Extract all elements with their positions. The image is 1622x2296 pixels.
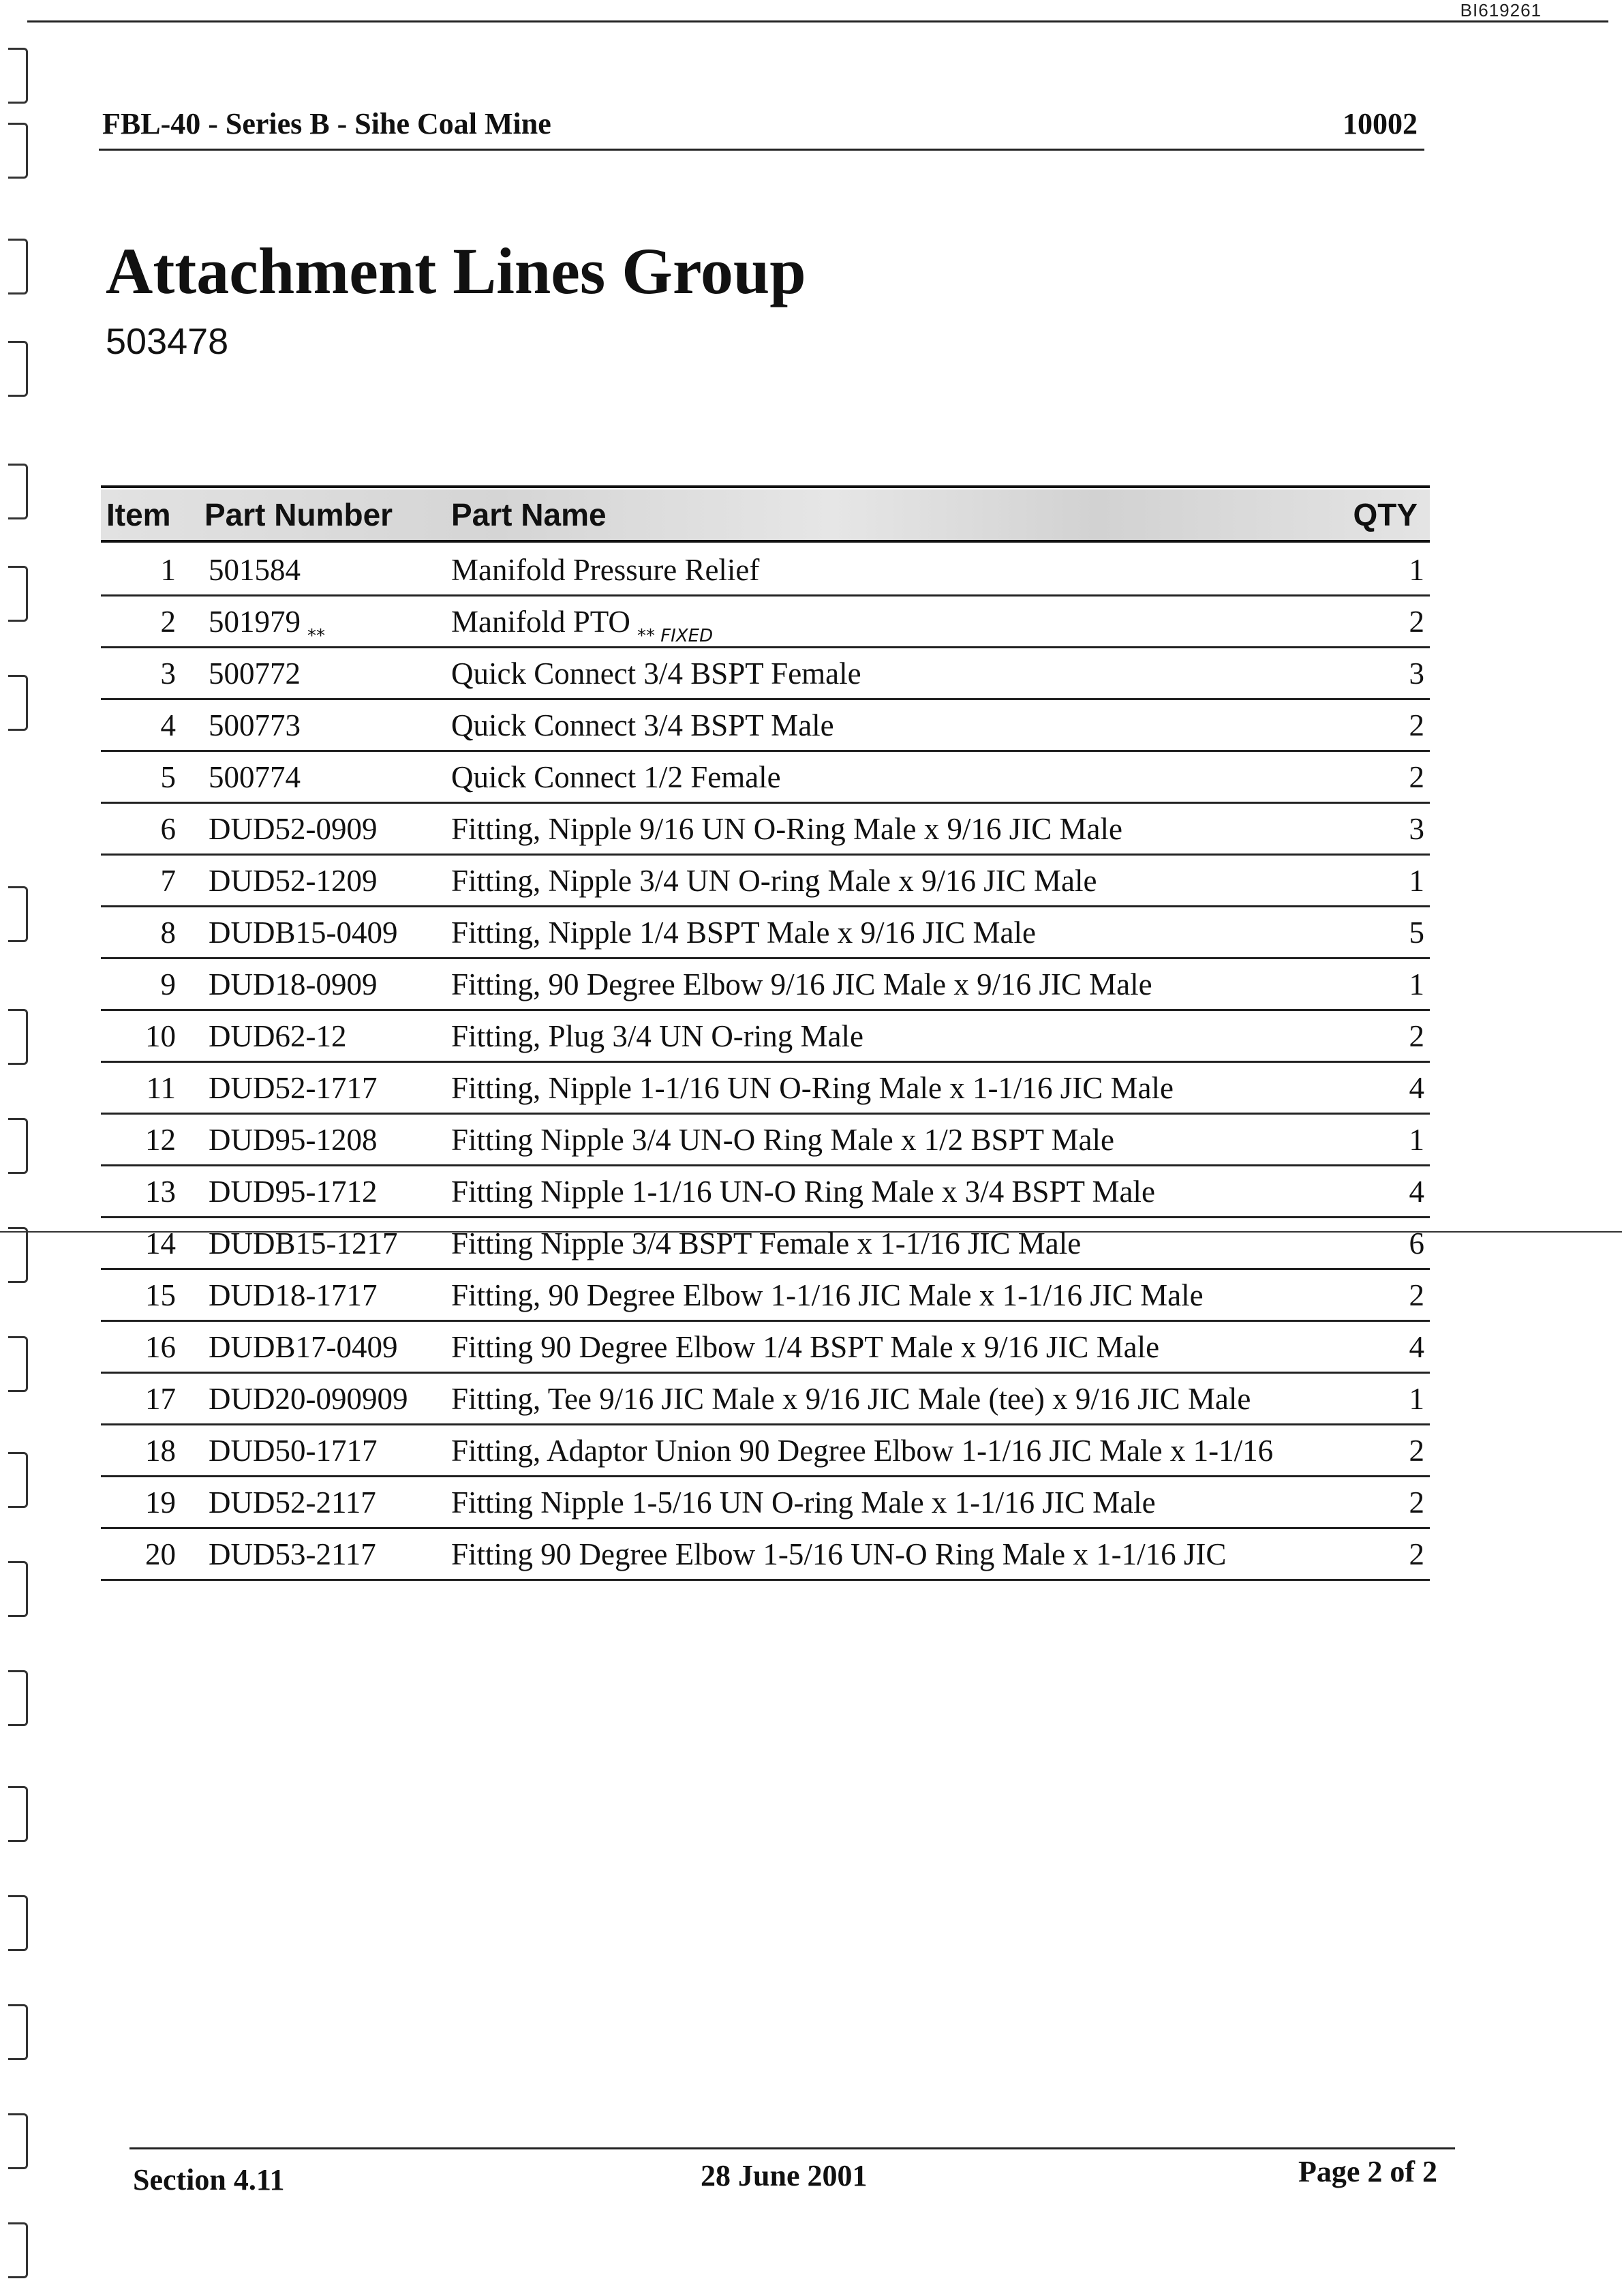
cell-part-name bbox=[451, 967, 1152, 1002]
cell-item-text: 9 bbox=[160, 967, 176, 1001]
cell-qty bbox=[1409, 1537, 1425, 1572]
cell-part-name bbox=[451, 656, 861, 691]
cell-item bbox=[101, 1226, 176, 1261]
table-row bbox=[101, 1216, 1430, 1270]
table-row bbox=[101, 1113, 1430, 1166]
cell-item-text: 18 bbox=[145, 1434, 176, 1468]
cell-part-name-text: Quick Connect 3/4 BSPT Male bbox=[451, 708, 834, 742]
cell-qty-text: 2 bbox=[1409, 1278, 1424, 1312]
cell-item bbox=[101, 915, 176, 950]
cell-qty bbox=[1409, 915, 1425, 950]
cell-part-name-text: Fitting Nipple 3/4 BSPT Female x 1-1/16 JIC Male bbox=[451, 1226, 1082, 1260]
cell-part-name-text: Fitting, 90 Degree Elbow 1-1/16 JIC Male x 1-1/16 JIC Male bbox=[451, 1278, 1204, 1312]
cell-part-number bbox=[209, 1433, 377, 1468]
cell-part-name-text: Fitting Nipple 1-5/16 UN O-ring Male x 1-1/16 JIC Male bbox=[451, 1485, 1156, 1520]
cell-part-number bbox=[209, 708, 301, 743]
cell-item bbox=[101, 708, 176, 743]
cell-part-name bbox=[451, 1018, 863, 1054]
cell-qty bbox=[1409, 1278, 1425, 1313]
table-row bbox=[101, 1372, 1430, 1425]
cell-part-number bbox=[209, 1122, 377, 1158]
cell-part-name bbox=[451, 552, 759, 588]
cell-part-name bbox=[451, 1278, 1204, 1313]
cell-qty bbox=[1409, 604, 1425, 639]
cell-part-number bbox=[209, 1278, 377, 1313]
handwritten-note: ** FIXED bbox=[637, 626, 714, 646]
cell-part-name-text: Manifold Pressure Relief bbox=[451, 553, 760, 587]
cell-part-number bbox=[209, 1329, 398, 1365]
page-title: Attachment Lines Group bbox=[106, 235, 806, 307]
table-row bbox=[101, 1268, 1430, 1322]
cell-item bbox=[101, 759, 176, 795]
footer-rule bbox=[129, 2147, 1455, 2149]
column-header-part-number: Part Number bbox=[204, 497, 393, 532]
cell-part-name bbox=[451, 1381, 1251, 1417]
cell-part-name-text: Fitting, Nipple 3/4 UN O-ring Male x 9/16 JIC Male bbox=[451, 864, 1097, 898]
cell-part-number-text: DUD20-090909 bbox=[209, 1382, 408, 1416]
cell-qty bbox=[1409, 863, 1425, 898]
cell-qty-text: 4 bbox=[1409, 1330, 1424, 1364]
table-row bbox=[101, 1009, 1430, 1063]
cell-item bbox=[101, 967, 176, 1002]
table-row bbox=[101, 802, 1430, 856]
cell-item bbox=[101, 1018, 176, 1054]
cell-part-number bbox=[209, 1226, 398, 1261]
cell-part-number-text: DUD18-1717 bbox=[209, 1278, 378, 1312]
binder-ring bbox=[8, 886, 28, 942]
cell-part-name bbox=[451, 1433, 1273, 1468]
table-row bbox=[101, 1320, 1430, 1374]
cell-part-name-text: Quick Connect 1/2 Female bbox=[451, 760, 781, 794]
cell-item bbox=[101, 604, 176, 639]
cell-part-number-text: DUD52-0909 bbox=[209, 812, 378, 846]
table-row bbox=[101, 905, 1430, 959]
table-row bbox=[101, 1475, 1430, 1529]
cell-qty-text: 6 bbox=[1409, 1226, 1424, 1260]
cell-part-number-text: DUD95-1208 bbox=[209, 1123, 378, 1157]
cell-qty-text: 2 bbox=[1409, 1485, 1424, 1520]
cell-item bbox=[101, 1329, 176, 1365]
footer-page-number: Page 2 of 2 bbox=[1298, 2155, 1438, 2188]
cell-part-number-text: DUD52-2117 bbox=[209, 1485, 376, 1520]
cell-item bbox=[101, 1278, 176, 1313]
binder-ring bbox=[8, 464, 28, 519]
footer-date: 28 June 2001 bbox=[701, 2159, 868, 2192]
cell-item bbox=[101, 656, 176, 691]
cell-part-name bbox=[451, 1537, 1226, 1572]
cell-part-number bbox=[209, 759, 301, 795]
cell-qty-text: 2 bbox=[1409, 1019, 1424, 1053]
cell-part-name-text: Fitting, Tee 9/16 JIC Male x 9/16 JIC Male (tee) x 9/16 JIC Male bbox=[451, 1382, 1251, 1416]
cell-part-number-text: 500772 bbox=[209, 656, 301, 691]
cell-item bbox=[101, 1537, 176, 1572]
cell-item-text: 15 bbox=[145, 1278, 176, 1312]
table-row bbox=[101, 957, 1430, 1011]
cell-item-text: 17 bbox=[145, 1382, 176, 1416]
cell-part-name bbox=[451, 708, 834, 743]
cell-qty-text: 2 bbox=[1409, 760, 1424, 794]
header-title: FBL-40 - Series B - Sihe Coal Mine bbox=[102, 107, 551, 140]
cell-part-name bbox=[451, 1070, 1174, 1106]
cell-part-name-text: Fitting, Adaptor Union 90 Degree Elbow 1-1/16 JIC Male x 1-1/16 bbox=[451, 1434, 1274, 1468]
cell-part-name-text: Fitting 90 Degree Elbow 1/4 BSPT Male x 9/16 JIC Male bbox=[451, 1330, 1160, 1364]
cell-part-number-text: 501584 bbox=[209, 553, 301, 587]
binder-ring bbox=[8, 566, 28, 622]
cell-qty-text: 1 bbox=[1409, 1382, 1424, 1416]
cell-item-text: 4 bbox=[160, 708, 176, 742]
cell-qty bbox=[1409, 811, 1425, 847]
table-row bbox=[101, 1423, 1430, 1477]
top-rule bbox=[27, 20, 1608, 22]
binder-ring bbox=[8, 1561, 28, 1617]
cell-item bbox=[101, 1381, 176, 1417]
cell-qty bbox=[1409, 1226, 1425, 1261]
cell-part-number-text: DUDB15-1217 bbox=[209, 1226, 398, 1260]
cell-part-number-text: DUD52-1717 bbox=[209, 1071, 378, 1105]
footer-section: Section 4.11 bbox=[133, 2163, 285, 2196]
cell-part-number bbox=[209, 967, 377, 1002]
cell-qty bbox=[1409, 1485, 1425, 1520]
binder-ring bbox=[8, 1786, 28, 1842]
binder-ring bbox=[8, 2004, 28, 2060]
cell-item bbox=[101, 552, 176, 588]
cell-qty bbox=[1409, 967, 1425, 1002]
binder-ring bbox=[8, 2222, 28, 2278]
cell-qty-text: 1 bbox=[1409, 553, 1424, 587]
cell-part-number-text: DUD53-2117 bbox=[209, 1537, 376, 1571]
cell-part-name bbox=[451, 759, 781, 795]
cell-qty-text: 1 bbox=[1409, 1123, 1424, 1157]
table-row bbox=[101, 1164, 1430, 1218]
cell-part-number bbox=[209, 811, 377, 847]
binder-ring bbox=[8, 48, 28, 104]
cell-part-number-text: DUD52-1209 bbox=[209, 864, 378, 898]
table-row bbox=[101, 750, 1430, 804]
binder-ring bbox=[8, 675, 28, 731]
binder-ring bbox=[8, 1895, 28, 1951]
cell-part-name-text: Quick Connect 3/4 BSPT Female bbox=[451, 656, 861, 691]
cell-part-name bbox=[451, 1174, 1155, 1209]
cell-item bbox=[101, 1070, 176, 1106]
binder-ring bbox=[8, 1227, 28, 1283]
cell-part-number-text: DUD62-12 bbox=[209, 1019, 347, 1053]
table-row bbox=[101, 1061, 1430, 1115]
table-row bbox=[101, 594, 1430, 648]
cell-item-text: 7 bbox=[160, 864, 176, 898]
cell-item-text: 8 bbox=[160, 916, 176, 950]
header-doc-number: 10002 bbox=[1343, 107, 1418, 140]
cell-qty-text: 1 bbox=[1409, 864, 1424, 898]
cell-qty-text: 4 bbox=[1409, 1071, 1424, 1105]
cell-part-number bbox=[209, 1381, 408, 1417]
cell-qty-text: 1 bbox=[1409, 967, 1424, 1001]
cell-item-text: 10 bbox=[145, 1019, 176, 1053]
cell-qty-text: 5 bbox=[1409, 916, 1424, 950]
cell-part-number bbox=[209, 1485, 376, 1520]
cell-item-text: 14 bbox=[145, 1226, 176, 1260]
cell-item bbox=[101, 1122, 176, 1158]
cell-item bbox=[101, 1433, 176, 1468]
column-header-item: Item bbox=[106, 497, 171, 532]
cell-part-number bbox=[209, 915, 398, 950]
document-id: BI619261 bbox=[1460, 0, 1542, 20]
cell-part-name bbox=[451, 1122, 1114, 1158]
cell-part-number-text: DUD50-1717 bbox=[209, 1434, 378, 1468]
cell-item bbox=[101, 811, 176, 847]
table-top-rule bbox=[101, 485, 1430, 488]
cell-part-name bbox=[451, 604, 714, 646]
cell-qty bbox=[1409, 708, 1425, 743]
cell-part-name-text: Fitting Nipple 1-1/16 UN-O Ring Male x 3/4 BSPT Male bbox=[451, 1175, 1155, 1209]
cell-part-number bbox=[209, 552, 301, 588]
cell-item bbox=[101, 1485, 176, 1520]
cell-part-number-text: 500773 bbox=[209, 708, 301, 742]
cell-qty-text: 4 bbox=[1409, 1175, 1424, 1209]
table-row bbox=[101, 854, 1430, 907]
cell-part-name-text: Fitting, Plug 3/4 UN O-ring Male bbox=[451, 1019, 863, 1053]
cell-item-text: 20 bbox=[145, 1537, 176, 1571]
column-header-qty: QTY bbox=[1353, 497, 1418, 532]
cell-qty-text: 2 bbox=[1409, 708, 1424, 742]
cell-part-number bbox=[209, 1537, 376, 1572]
cell-part-name-text: Fitting Nipple 3/4 UN-O Ring Male x 1/2 BSPT Male bbox=[451, 1123, 1114, 1157]
table-row bbox=[101, 543, 1430, 596]
cell-part-number-text: 500774 bbox=[209, 760, 301, 794]
cell-item-text: 19 bbox=[145, 1485, 176, 1520]
cell-qty bbox=[1409, 759, 1425, 795]
cell-part-number-text: DUD95-1712 bbox=[209, 1175, 378, 1209]
cell-part-name-text: Fitting, Nipple 1-1/16 UN O-Ring Male x 1-1/16 JIC Male bbox=[451, 1071, 1174, 1105]
cell-part-name-text: Fitting, Nipple 9/16 UN O-Ring Male x 9/16 JIC Male bbox=[451, 812, 1122, 846]
table-row bbox=[101, 1527, 1430, 1581]
cell-qty bbox=[1409, 1174, 1425, 1209]
cell-part-number bbox=[209, 863, 377, 898]
cell-part-name-text: Fitting, Nipple 1/4 BSPT Male x 9/16 JIC Male bbox=[451, 916, 1036, 950]
cell-part-name bbox=[451, 1485, 1156, 1520]
cell-part-name bbox=[451, 1329, 1159, 1365]
cell-item-text: 5 bbox=[160, 760, 176, 794]
cell-part-name-text: Fitting 90 Degree Elbow 1-5/16 UN-O Ring Male x 1-1/16 JIC bbox=[451, 1537, 1227, 1571]
cell-qty-text: 2 bbox=[1409, 1434, 1424, 1468]
cell-item-text: 12 bbox=[145, 1123, 176, 1157]
cell-part-number bbox=[209, 1070, 377, 1106]
cell-item-text: 16 bbox=[145, 1330, 176, 1364]
binder-ring bbox=[8, 341, 28, 397]
cell-qty-text: 3 bbox=[1409, 812, 1424, 846]
cell-qty bbox=[1409, 1329, 1425, 1365]
cell-item-text: 3 bbox=[160, 656, 176, 691]
cell-part-name bbox=[451, 1226, 1081, 1261]
cell-part-number-text: DUDB17-0409 bbox=[209, 1330, 398, 1364]
table-header bbox=[101, 489, 1430, 543]
cell-item-text: 6 bbox=[160, 812, 176, 846]
cell-qty bbox=[1409, 1018, 1425, 1054]
cell-qty bbox=[1409, 1070, 1425, 1106]
cell-item bbox=[101, 1174, 176, 1209]
cell-item-text: 2 bbox=[160, 605, 176, 639]
cell-part-name-text: Manifold PTO bbox=[451, 605, 630, 639]
cell-item-text: 13 bbox=[145, 1175, 176, 1209]
table-row bbox=[101, 646, 1430, 700]
binder-ring bbox=[8, 1452, 28, 1508]
cell-part-name-text: Fitting, 90 Degree Elbow 9/16 JIC Male x 9/16 JIC Male bbox=[451, 967, 1152, 1001]
cell-qty-text: 2 bbox=[1409, 1537, 1424, 1571]
cell-item-text: 1 bbox=[160, 553, 176, 587]
cell-part-name bbox=[451, 915, 1036, 950]
group-number: 503478 bbox=[106, 321, 229, 362]
cell-part-name bbox=[451, 863, 1097, 898]
binder-ring bbox=[8, 2113, 28, 2169]
cell-part-number-text: DUD18-0909 bbox=[209, 967, 378, 1001]
binder-ring bbox=[8, 1336, 28, 1392]
cell-qty bbox=[1409, 1381, 1425, 1417]
cell-part-number bbox=[209, 1174, 377, 1209]
cell-qty bbox=[1409, 656, 1425, 691]
cell-part-number-text: 501979 bbox=[209, 605, 301, 639]
handwritten-note: ** bbox=[307, 626, 325, 646]
table-row bbox=[101, 698, 1430, 752]
cell-part-number bbox=[209, 604, 325, 646]
cell-item bbox=[101, 863, 176, 898]
header-rule bbox=[99, 149, 1424, 151]
binder-ring bbox=[8, 1009, 28, 1065]
cell-qty bbox=[1409, 552, 1425, 588]
cell-part-number-text: DUDB15-0409 bbox=[209, 916, 398, 950]
cell-qty bbox=[1409, 1122, 1425, 1158]
column-header-part-name: Part Name bbox=[451, 497, 607, 532]
cell-part-number bbox=[209, 1018, 346, 1054]
binder-ring bbox=[8, 239, 28, 294]
cell-qty-text: 3 bbox=[1409, 656, 1424, 691]
binder-ring bbox=[8, 1670, 28, 1726]
cell-item-text: 11 bbox=[146, 1071, 176, 1105]
binder-ring bbox=[8, 1118, 28, 1174]
cell-part-name bbox=[451, 811, 1122, 847]
cell-qty-text: 2 bbox=[1409, 605, 1424, 639]
binder-ring bbox=[8, 123, 28, 179]
cell-part-number bbox=[209, 656, 301, 691]
cell-qty bbox=[1409, 1433, 1425, 1468]
